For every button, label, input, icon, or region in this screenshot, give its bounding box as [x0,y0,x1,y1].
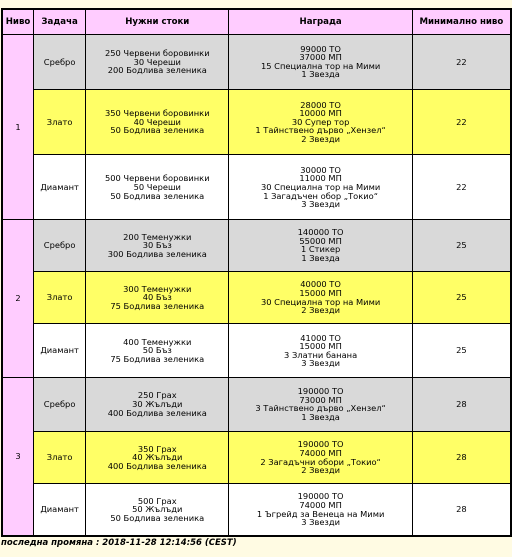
reward-line: 2 Звезди [301,465,340,476]
header-task: Задача [34,10,85,34]
reward-line: 30000 ТО [300,164,341,175]
goods-line: 350 Грах [137,443,177,454]
reward-line: 140000 ТО [297,227,344,238]
header-goods: Нужни стоки [86,10,228,34]
reward-line: 1 Звезда [301,69,340,80]
min-level-cell: 28 [413,484,510,535]
goods-line: 250 Грах [137,390,177,401]
reward-line: 15000 МП [299,341,342,352]
min-level-cell: 22 [413,35,510,89]
task-cell: Сребро [34,378,85,431]
reward-line: 1 Ъгрейд за Венеца на Мими [256,508,385,519]
reward-line: 28000 ТО [300,99,341,110]
reward-line: 1 Стикер [300,244,341,255]
goods-cell [86,484,228,535]
last-modified: последна промяна : 2018-11-28 12:14:56 (CEST) [1,538,237,548]
min-level-cell: 25 [413,272,510,324]
table-row [3,324,510,377]
header-reward: Награда [229,10,411,34]
reward-line: 15 Специална тор на Мими [260,60,381,71]
goods-line: 200 Бодлива зеленика [107,65,207,76]
goods-line: 300 Бодлива зеленика [107,248,207,259]
goods-cell [86,324,228,377]
reward-line: 1 Звезда [301,411,340,422]
goods-line: 350 Червени боровинки [104,108,210,119]
task-cell: Сребро [34,35,85,89]
goods-line: 500 Грах [137,495,177,506]
goods-cell [86,35,228,89]
reward-line: 3 Звезди [301,199,340,210]
goods-line: 200 Теменужки [123,231,192,242]
goods-cell [86,432,228,484]
level-cell: 2 [3,220,33,377]
reward-cell [229,324,411,377]
table-row [3,432,510,484]
goods-line: 40 Череши [133,116,181,127]
rewards-table [2,9,511,536]
goods-cell [86,272,228,324]
min-level-cell: 22 [413,90,510,155]
goods-cell [86,155,228,219]
goods-line: 250 Червени боровинки [104,47,210,58]
min-level-cell: 28 [413,378,510,431]
reward-line: 1 Загадъчен обор „Токио“ [263,190,379,201]
task-cell: Злато [34,90,85,155]
task-cell: Злато [34,432,85,484]
reward-line: 3 Златни банана [284,349,358,360]
goods-line: 400 Бодлива зеленика [107,407,207,418]
header-row [3,10,510,34]
table-row [3,484,510,535]
goods-line: 75 Бодлива зеленика [110,354,205,365]
task-cell: Злато [34,272,85,324]
table-row [3,35,510,89]
reward-line: 1 Тайнствено дърво „Хензел“ [255,125,386,136]
reward-line: 2 Загадъчни обори „Токио“ [260,456,381,467]
reward-cell [229,378,411,431]
goods-cell [86,220,228,271]
table-row [3,90,510,155]
reward-line: 30 Специална тор на Мими [260,182,381,192]
reward-line: 15000 МП [299,288,342,299]
reward-line: 2 Звезди [301,305,340,316]
reward-line: 190000 ТО [297,439,344,450]
reward-cell [229,220,411,271]
reward-line: 190000 ТО [297,491,344,502]
reward-cell [229,90,411,155]
goods-line: 50 Бъз [142,345,172,356]
task-cell: Диамант [34,324,85,377]
reward-line: 55000 МП [299,235,342,246]
reward-line: 74000 МП [299,447,342,458]
goods-line: 50 Бодлива зеленика [110,512,205,523]
reward-line: 30 Супер тор [291,116,350,127]
goods-line: 500 Червени боровинки [104,173,210,184]
reward-line: 2 Звезди [301,133,340,144]
level-cell: 3 [3,378,33,535]
reward-cell [229,155,411,219]
reward-line: 3 Звезди [301,358,340,369]
reward-cell [229,272,411,324]
goods-line: 75 Бодлива зеленика [110,300,205,311]
goods-line: 40 Бъз [142,292,172,303]
level-cell: 1 [3,35,33,219]
goods-line: 30 Череши [133,56,181,67]
reward-line: 99000 ТО [300,43,341,54]
reward-line: 40000 ТО [300,279,341,290]
table-row [3,272,510,324]
table-row [3,155,510,219]
goods-line: 30 Бъз [142,240,172,251]
reward-cell [229,484,411,535]
reward-cell [229,432,411,484]
min-level-cell: 25 [413,220,510,271]
reward-line: 41000 ТО [300,332,341,343]
task-cell: Диамант [34,155,85,219]
goods-line: 50 Бодлива зеленика [110,125,205,136]
goods-line: 40 Жълъди [132,452,183,463]
min-level-cell: 25 [413,324,510,377]
task-cell: Диамант [34,484,85,535]
task-cell: Сребро [34,220,85,271]
reward-line: 30 Специална тор на Мими [260,296,381,307]
reward-line: 37000 МП [299,52,342,63]
goods-line: 50 Череши [133,182,181,192]
min-level-cell: 28 [413,432,510,484]
reward-line: 190000 ТО [297,386,344,397]
reward-line: 73000 МП [299,394,342,405]
table-row [3,378,510,431]
rewards-table-frame [1,8,512,537]
reward-line: 10000 МП [299,108,342,119]
goods-line: 400 Теменужки [123,336,192,347]
reward-cell [229,35,411,89]
goods-line: 50 Бодлива зеленика [110,190,205,201]
goods-line: 50 Жълъди [132,504,183,515]
reward-line: 11000 МП [299,173,342,184]
min-level-cell: 22 [413,155,510,219]
header-level: Ниво [3,10,33,34]
reward-line: 3 Тайнствено дърво „Хензел“ [255,403,386,414]
table-row [3,220,510,271]
goods-line: 300 Теменужки [123,283,192,294]
header-min-level: Минимално ниво [413,10,510,34]
goods-cell [86,90,228,155]
goods-line: 30 Жълъди [132,399,183,410]
reward-line: 74000 МП [299,500,342,511]
goods-cell [86,378,228,431]
reward-line: 3 Звезди [301,517,340,528]
reward-line: 1 Звезда [301,253,340,264]
goods-line: 400 Бодлива зеленика [107,460,207,471]
